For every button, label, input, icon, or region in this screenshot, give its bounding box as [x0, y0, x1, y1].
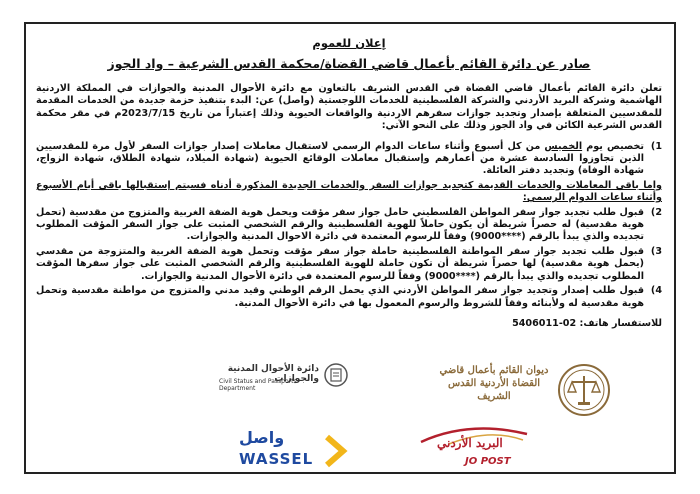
judge-department-name: ديوان القائم بأعمال قاضي القضاة الأردنية القدس الشريف: [439, 365, 549, 402]
judge-department-logo: [434, 358, 624, 428]
item-number: 2): [650, 206, 662, 218]
wassel-logo: [239, 428, 349, 474]
item-number: 1): [650, 140, 662, 152]
civil-status-name-ar: دائرة الأحوال المدنية والجوازات: [227, 364, 319, 384]
scales-of-justice-icon: [556, 362, 612, 418]
logos-area: [24, 358, 676, 478]
civil-status-emblem-icon: [323, 362, 349, 388]
chevron-right-icon: [323, 434, 349, 468]
list-item: [36, 285, 662, 310]
list-item: [36, 207, 662, 244]
announcement-content: [36, 34, 662, 329]
announcement-title: إعلان للعموم: [312, 36, 386, 50]
item-text: قبول طلب تجديد جواز سفر المواطنة الفلسطينية حاملة جواز سفر مؤقت وتحمل هوية الضفة الغربية والمتزوجة من مقدسي (يحمل هوية مقدسية) لها حصراً شريطة أن تكون حاملة للهوية الفلسطينية والرقم الشخصي المثبت على جواز سفرها المؤقت المطلوب تجديده والذي يبدأ بالرقم (****9000) وفقاً للرسوم المعتمدة في دائرة الأحوال المدنية والجوازات.: [36, 245, 644, 282]
intro-paragraph: تعلن دائرة القائم بأعمال قاضي القضاة في القدس الشريف بالتعاون مع دائرة الأحوال المدنية والجوازات في المملكة الاردنية الهاشمية وشركة البريد الأردني والشركة الفلسطينية للخدمات اللوجستية (واصل) عن: البدء بتنفيذ حزمة جديدة من الخدمات المقدمة للمقدسيين المتعلقة بإصدار وتجديد جوازات سفرهم الاردنية والواقعات الحيوية وذلك إعتباراً من تاريخ 2023/7/15م في مقر محكمة القدس الشرعية الكائن في واد الجوز وذلك على النحو الآتي:: [36, 83, 662, 132]
list-item: [36, 246, 662, 283]
item-number: 3): [650, 245, 662, 257]
wassel-name-ar: واصل: [239, 428, 285, 447]
announcement-page: [24, 22, 676, 474]
civil-status-name-en: Civil Status and Passports Department: [219, 378, 297, 392]
jopost-name-en: JO POST: [465, 456, 511, 467]
announcement-subtitle: صادر عن دائرة القائم بأعمال قاضي القضاة/محكمة القدس الشرعية – واد الجوز: [107, 56, 591, 71]
wassel-name-en: WASSEL: [239, 450, 314, 468]
item-number: 4): [650, 285, 662, 297]
list-item: [36, 141, 662, 178]
item-emphasis: الخميس: [544, 140, 583, 152]
item-text: قبول طلب إصدار وتجديد جواز سفر المواطن الأردني الذي يحمل الرقم الوطني وقيد مدني والمتزوج من مواطنة مقدسية وتحمل هوية مقدسية له ولأبنائه وفقاً للشروط والرسوم المعمول بها في دائرة الأحوال المدنية.: [36, 285, 644, 309]
jopost-name-ar: البريد الأردني: [437, 436, 503, 450]
contact-phone: للاستفسار هاتف: 02-5406011: [512, 317, 662, 329]
jopost-logo: [409, 424, 539, 476]
item-text: تخصيص يوم الخميس من كل أسبوع وأثناء ساعات الدوام الرسمي لاستقبال معاملات إصدار جوازات السفر لأول مرة للمقدسيين الذين تجاوزوا السادسة عشرة من أعمارهم وإستقبال معاملات الوقائع الحيوية (شهادة الميلاد، شهادة الطلاق، شهادة الزواج، شهادة الوفاة) وتجديد دفتر العائلة.: [36, 140, 644, 177]
civil-status-logo: [219, 362, 349, 392]
item-text: قبول طلب تجديد جواز سفر المواطن الفلسطيني حامل جواز سفر مؤقت ويحمل هوية الضفة الغربية والمتزوج من مقدسية (تحمل هوية مقدسية) له حصراً شريطة أن يكون حاملاً للهوية الفلسطينية والرقم الشخصي المثبت على جواز السفر المؤقت المطلوب تجديده والذي يبدأ بالرقم (****9000) وفقاً للرسوم المعتمدة في دائرة الاحوال المدنية والجوازات.: [36, 206, 644, 243]
note-paragraph: واما باقي المعاملات والخدمات القديمة كتجديد جوازات السفر والخدمات الجديدة المذكورة أدناه فسيتم إستقبالها باقي أيام الأسبوع وأثناء ساعات الدوام الرسمي:: [36, 179, 662, 204]
